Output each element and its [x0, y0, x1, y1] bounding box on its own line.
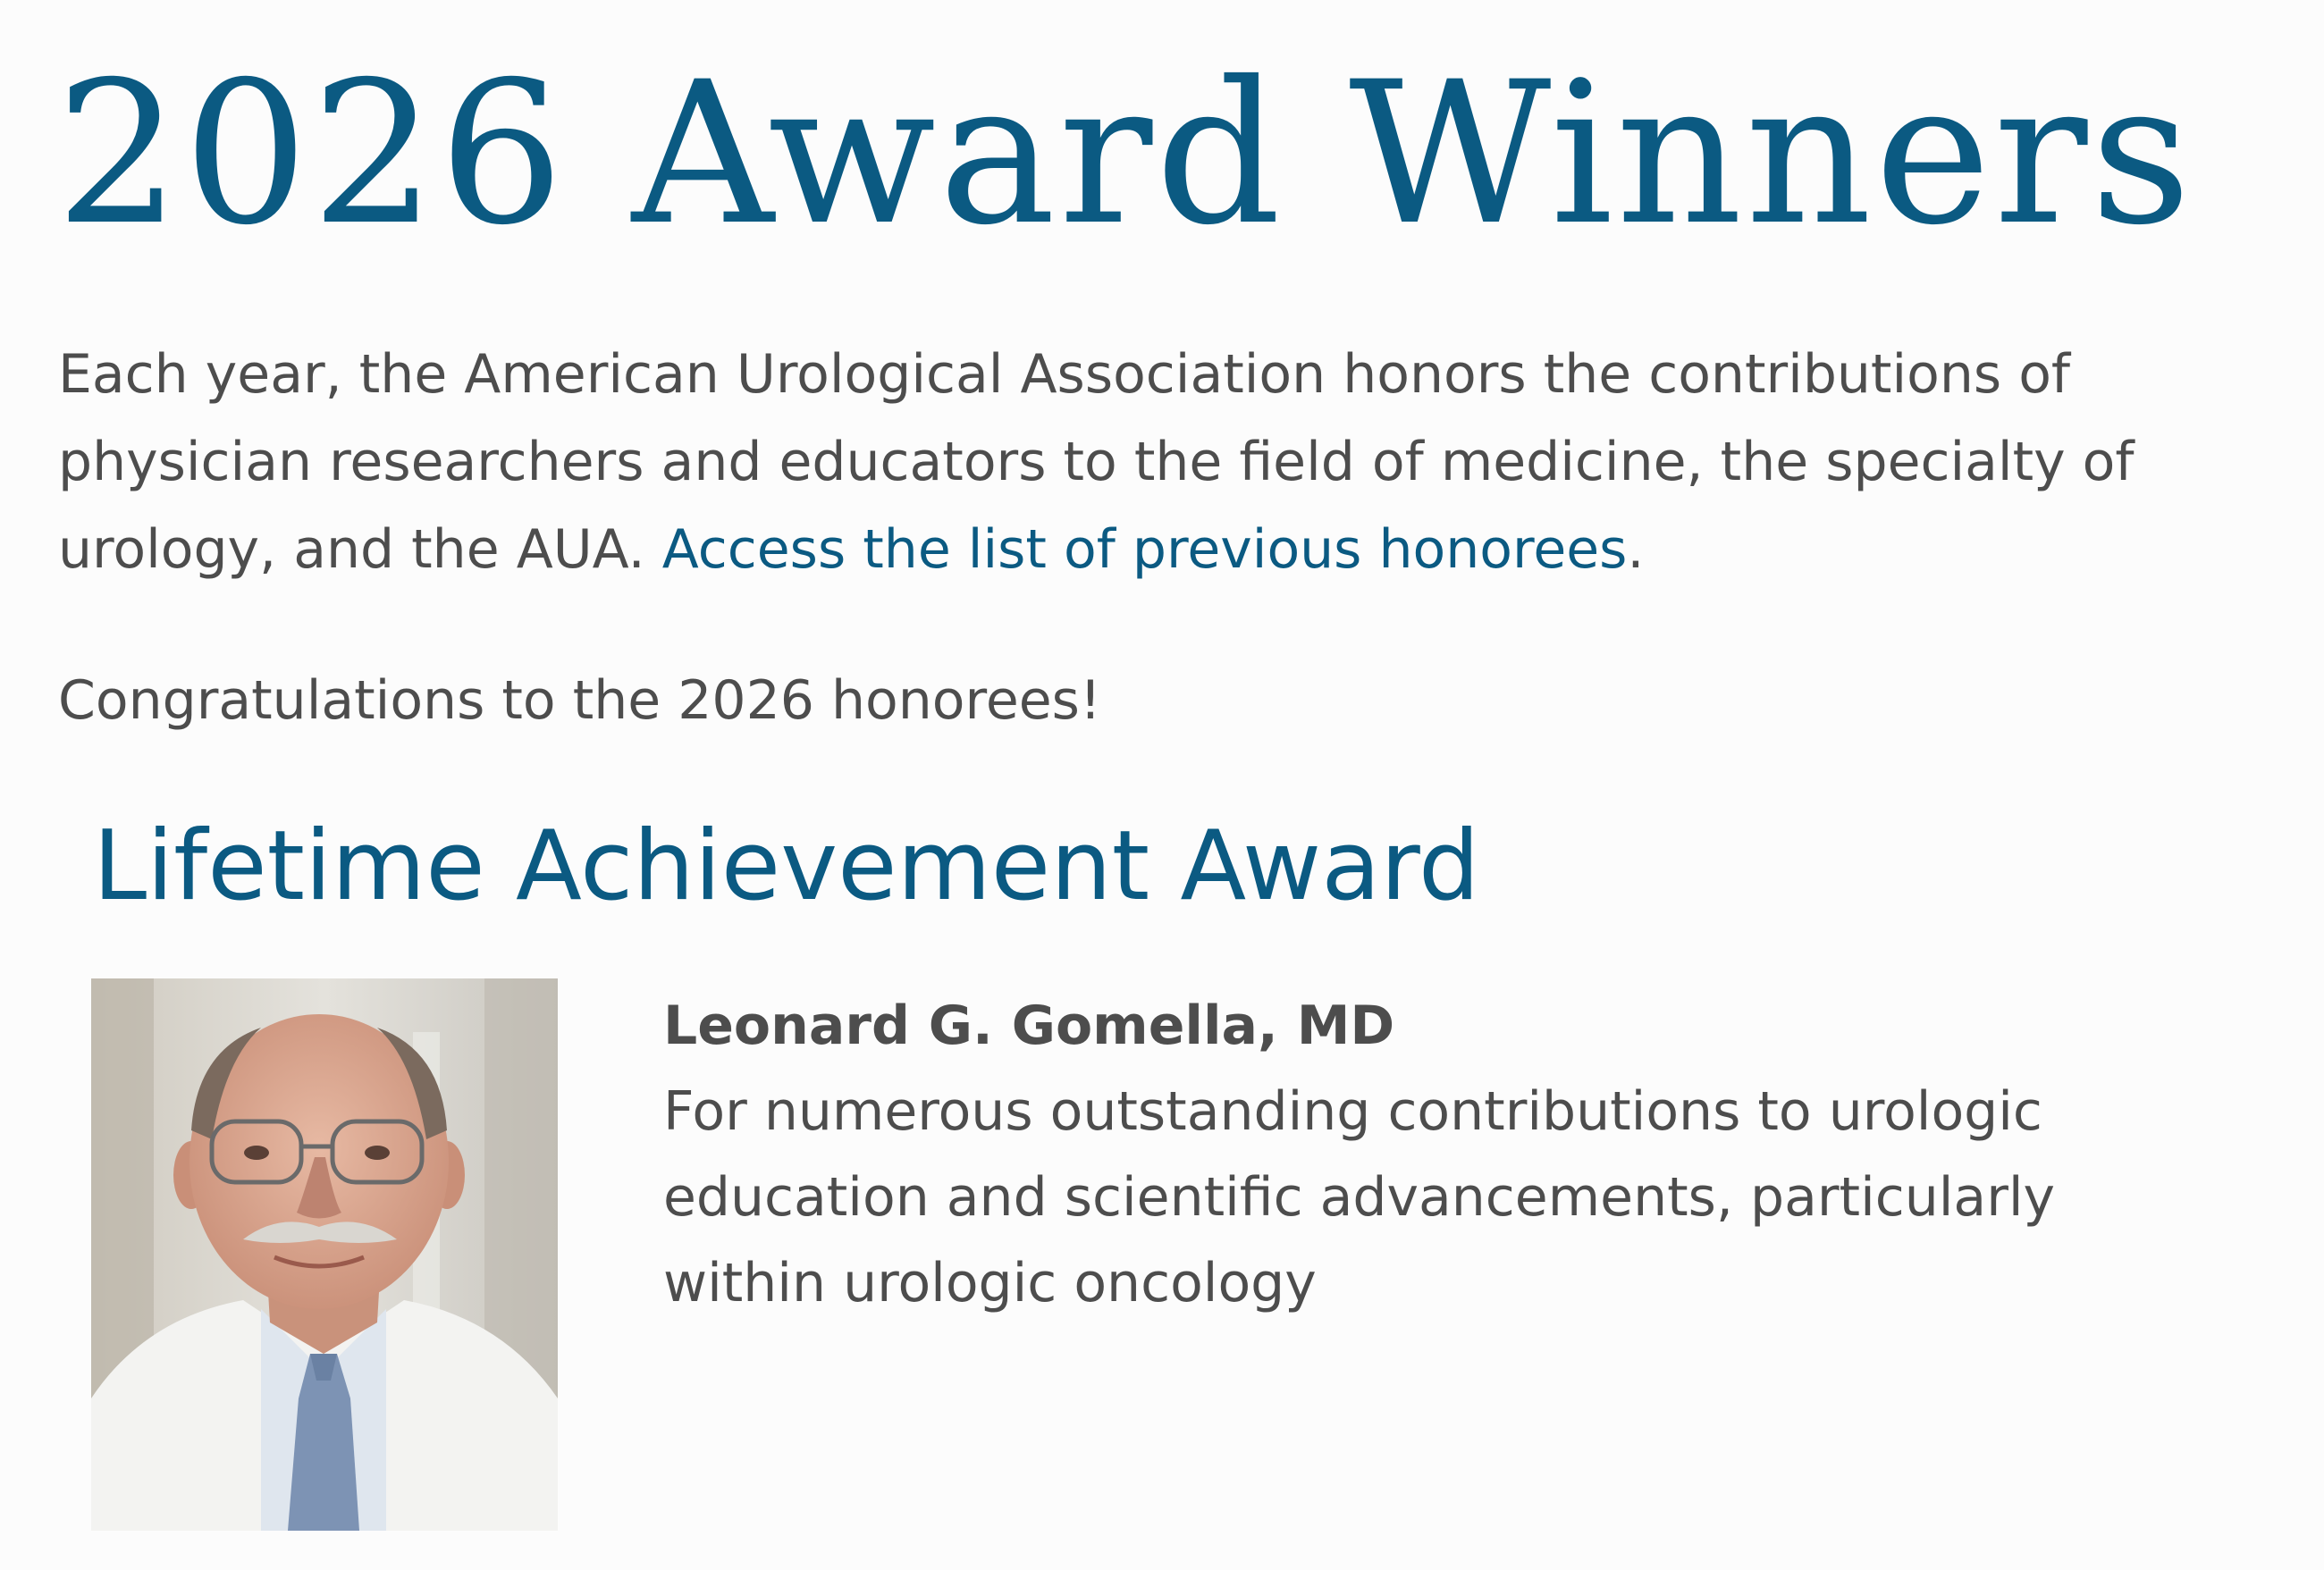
winner-name: Leonard G. Gomella, MD	[663, 995, 1395, 1057]
intro-paragraph	[58, 331, 2257, 593]
winner-citation: For numerous outstanding contributions to urologic education and scientific advancements, particularly within urologic oncology	[663, 1080, 2056, 1314]
winner-photo	[91, 978, 558, 1531]
intro-link-suffix: .	[1627, 518, 1645, 581]
intro-text: Each year, the American Urological Association honors the contributions of physician researchers and educators to the field of medicine, the specialty of urology, and the AUA.	[58, 343, 2135, 581]
award-heading: Lifetime Achievement Award	[93, 810, 1480, 922]
previous-honorees-link[interactable]: Access the list of previous honorees	[661, 518, 1628, 581]
page-title: 2026 Award Winners	[55, 39, 2194, 268]
congratulations-text: Congratulations to the 2026 honorees!	[58, 669, 1101, 732]
